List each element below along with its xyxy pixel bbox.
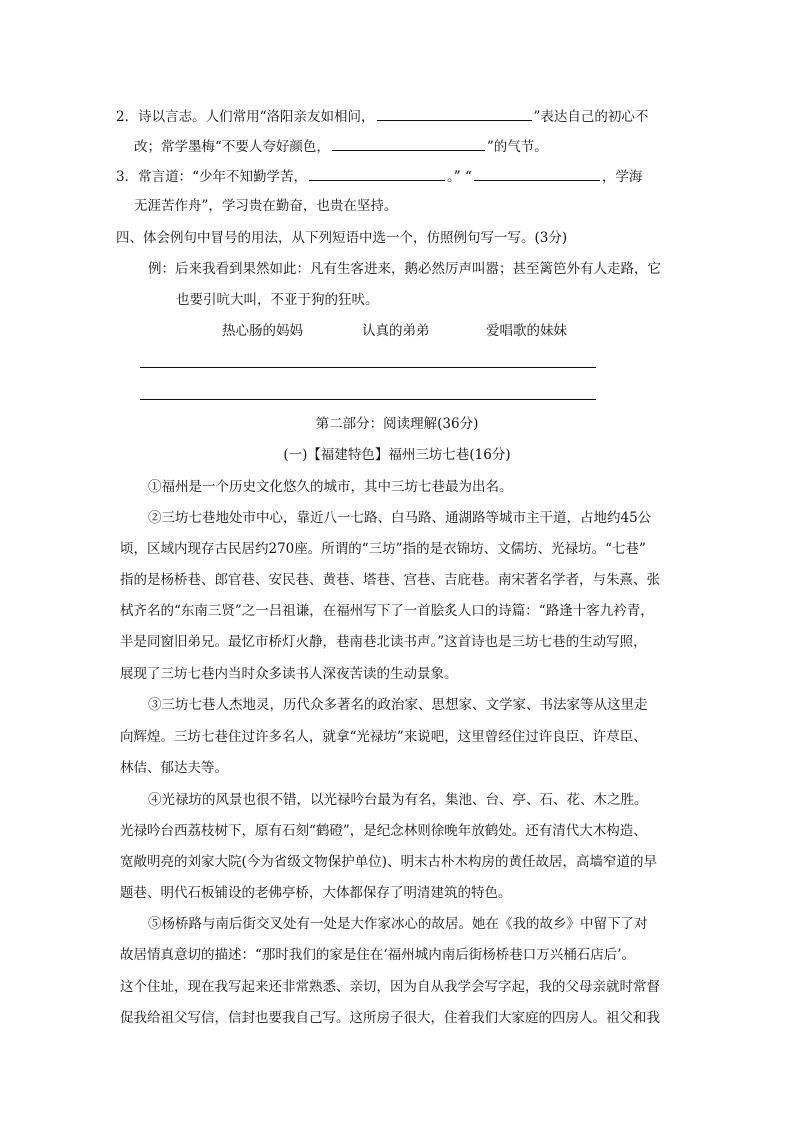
passage-p2-line-6: 展现了三坊七巷内当时众多读书人深夜苦读的生动景象。	[120, 666, 458, 682]
passage-p3-line-3: 林佶、郁达夫等。	[120, 760, 228, 776]
example-line-1: 例：后来我看到果然如此：凡有生客进来，鹅必然厉声叫嚣；甚至篱笆外有人走路，它	[148, 261, 661, 277]
part-2-title: 第二部分：阅读理解(36分)	[315, 416, 479, 432]
question-3-text-d: 无涯苦作舟”，学习贵在勤奋，也贵在坚持。	[134, 198, 398, 214]
passage-p3-line-2: 向辉煌。三坊七巷住过许多名人，就拿“光禄坊”来说吧，这里曾经住过许良臣、许荩臣、	[120, 729, 647, 745]
question-2-line-1	[116, 106, 648, 126]
passage-p5-line-2: 故居情真意切的描述：“那时我们的家是住在‘福州城内南后街杨桥巷口万兴桶石店后’。	[120, 947, 635, 963]
passage-p2-line-2: 顷，区域内现存古民居约270座。所谓的“三坊”指的是衣锦坊、文儒坊、光禄坊。“七巷”	[120, 541, 646, 557]
question-2-line-2	[134, 136, 548, 156]
answer-line-2[interactable]	[140, 399, 596, 400]
question-3-text-a: 常言道：“少年不知勤学苦，	[138, 169, 307, 185]
passage-p4-line-1: ④光禄坊的风景也很不错，以光禄吟台最为有名，集池、台、亭、石、花、木之胜。	[148, 792, 648, 808]
phrase-option-2: 认真的弟弟	[362, 323, 430, 339]
passage-p5-line-1: ⑤杨桥路与南后街交叉处有一处是大作家冰心的故居。她在《我的故乡》中留下了对	[148, 916, 648, 932]
passage-p5-line-3: 这个住址，现在我写起来还非常熟悉、亲切，因为自从我学会写字起，我的父母亲就时常督	[120, 979, 660, 995]
answer-blank-2b[interactable]	[332, 136, 485, 151]
section-4-heading: 四、体会例句中冒号的用法，从下列短语中选一个，仿照例句写一写。(3分)	[116, 230, 568, 246]
question-2-text-d: ”的气节。	[486, 139, 548, 155]
question-3-text-c: ，学海	[601, 169, 643, 185]
passage-subtitle: (一)【福建特色】福州三坊七巷(16分)	[283, 447, 511, 463]
answer-blank-3b[interactable]	[474, 166, 600, 181]
passage-p4-line-3: 宽敞明亮的刘家大院(今为省级文物保护单位)、明末古朴木构房的黄任故居，高墙窄道的早	[120, 854, 658, 870]
question-2-number: 2．	[116, 109, 139, 125]
passage-p3-line-1: ③三坊七巷人杰地灵，历代众多著名的政治家、思想家、文学家、书法家等从这里走	[148, 697, 648, 713]
question-3-text-b: 。” “	[447, 169, 472, 185]
question-3-number: 3．	[116, 169, 139, 185]
passage-p4-line-2: 光禄吟台西荔枝树下，原有石刻“鹤磴”，是纪念林则徐晚年放鹤处。还有清代大木构造、	[120, 823, 647, 839]
passage-p1-line-1: ①福州是一个历史文化悠久的城市，其中三坊七巷最为出名。	[148, 479, 513, 495]
passage-p2-line-4: 栻齐名的“东南三贤”之一吕祖谦，在福州写下了一首脍炙人口的诗篇：“路逢十客九衿青，	[120, 603, 654, 619]
passage-p2-line-5: 半是同窗旧弟兄。最忆市桥灯火静，巷南巷北读书声。”这首诗也是三坊七巷的生动写照，	[120, 634, 647, 650]
answer-blank-2a[interactable]	[377, 106, 532, 121]
passage-p2-line-1: ②三坊七巷地处市中心，靠近八一七路、白马路、通湖路等城市主干道，占地约45公	[148, 510, 652, 526]
phrase-option-3: 爱唱歌的妹妹	[486, 323, 567, 339]
passage-p4-line-4: 题巷、明代石板铺设的老佛亭桥，大体都保存了明清建筑的特色。	[120, 885, 512, 901]
question-2-text-c: 改；常学墨梅“不要人夸好颜色，	[134, 139, 330, 155]
question-3-line-2	[134, 197, 397, 215]
question-2-text-a: 诗以言志。人们常用“洛阳亲友如相问，	[138, 109, 375, 125]
example-line-2: 也要引吭大叫，不亚于狗的狂吠。	[176, 292, 379, 308]
passage-p5-line-4: 促我给祖父写信，信封也要我自己写。这所房子很大，住着我们大家庭的四房人。祖父和我	[120, 1010, 660, 1026]
question-3-line-1	[116, 166, 642, 186]
phrase-option-1: 热心肠的妈妈	[222, 323, 303, 339]
passage-p2-line-3: 指的是杨桥巷、郎官巷、安民巷、黄巷、塔巷、宫巷、吉庇巷。南宋著名学者，与朱熹、张	[120, 572, 660, 588]
answer-blank-3a[interactable]	[309, 166, 445, 181]
question-2-text-b: ”表达自己的初心不	[533, 109, 649, 125]
answer-line-1[interactable]	[140, 367, 596, 368]
